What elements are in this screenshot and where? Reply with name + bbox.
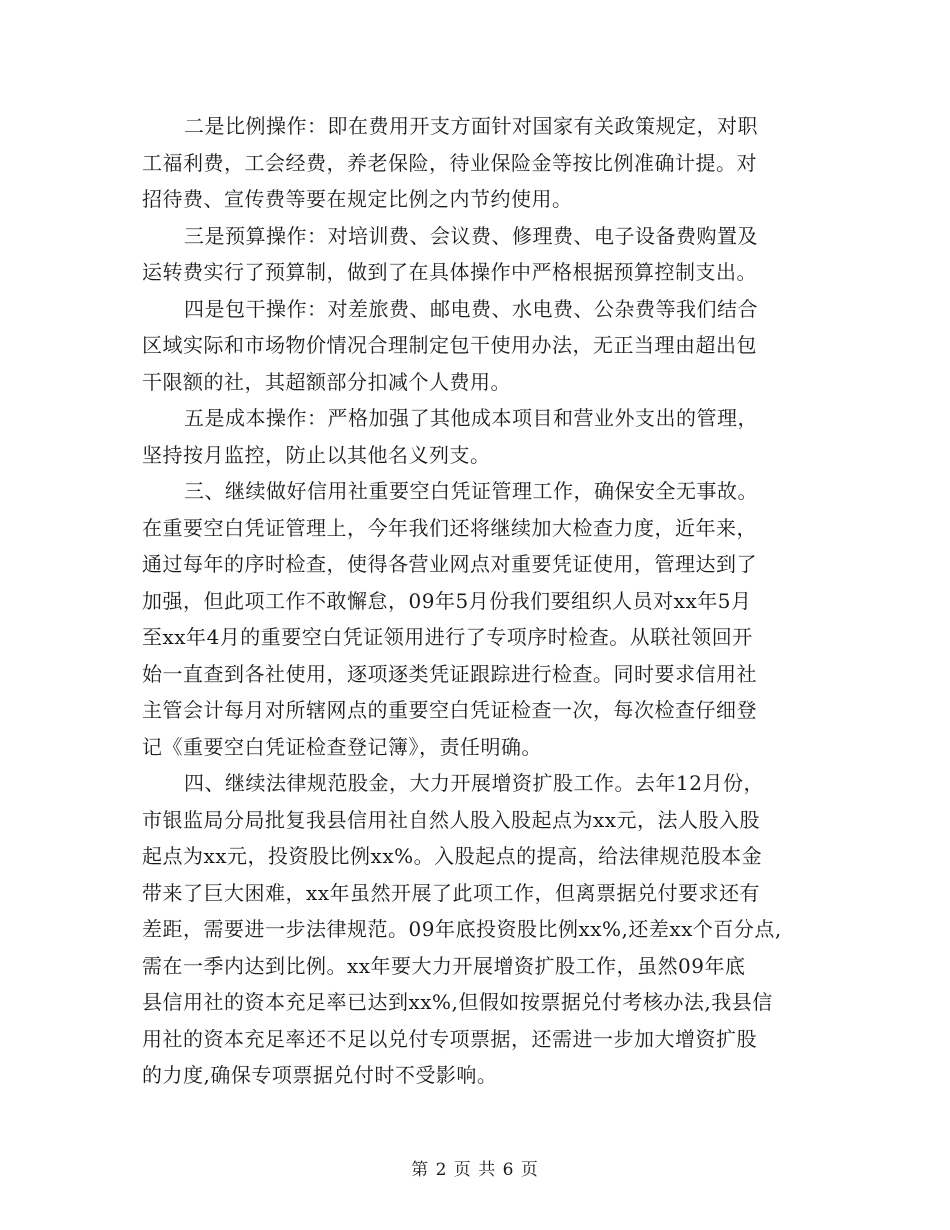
paragraph-line: 工福利费，工会经费，养老保险，待业保险金等按比例准确计提。对	[142, 150, 757, 175]
section-heading: 四、继续法律规范股金，大力开展增资扩股工作。去年12月份，	[184, 771, 764, 795]
paragraph-line: 至xx年4月的重要空白凭证领用进行了专项序时检查。从联社领回开	[142, 625, 753, 649]
paragraph-line: 三是预算操作：对培训费、会议费、修理费、电子设备费购置及	[184, 223, 758, 248]
paragraph-line: 加强，但此项工作不敢懈怠，09年5月份我们要组织人员对xx年5月	[142, 588, 752, 613]
paragraph-line: 四是包干操作：对差旅费、邮电费、水电费、公杂费等我们结合	[184, 296, 758, 321]
paragraph-line: 坚持按月监控，防止以其他名义列支。	[142, 442, 491, 467]
paragraph-line: 市银监局分局批复我县信用社自然人股入股起点为xx元，法人股入股	[142, 807, 761, 832]
paragraph-line: 通过每年的序时检查，使得各营业网点对重要凭证使用，管理达到了	[142, 552, 757, 576]
paragraph-line: 主管会计每月对所辖网点的重要空白凭证检查一次，每次检查仔细登	[142, 698, 757, 722]
paragraph-line: 招待费、宣传费等要在规定比例之内节约使用。	[142, 187, 573, 211]
paragraph-line: 县信用社的资本充足率已达到xx%,但假如按票据兑付考核办法,我县信	[142, 990, 773, 1014]
paragraph-line: 带来了巨大困难，xx年虽然开展了此项工作，但离票据兑付要求还有	[142, 880, 761, 905]
section-heading: 三、继续做好信用社重要空白凭证管理工作，确保安全无事故。	[184, 479, 758, 503]
paragraph-line: 五是成本操作：严格加强了其他成本项目和营业外支出的管理，	[184, 406, 758, 430]
paragraph-line: 用社的资本充足率还不足以兑付专项票据，还需进一步加大增资扩股	[142, 1026, 757, 1051]
paragraph-line: 差距，需要进一步法律规范。09年底投资股比例xx%,还差xx个百分点,	[142, 917, 782, 941]
document-body	[142, 108, 822, 1094]
paragraph-line: 在重要空白凭证管理上，今年我们还将继续加大检查力度，近年来，	[142, 515, 757, 540]
paragraph-line: 记《重要空白凭证检查登记簿》，责任明确。	[142, 734, 542, 759]
paragraph-line: 需在一季内达到比例。xx年要大力开展增资扩股工作，虽然09年底	[142, 953, 746, 978]
paragraph-line: 的力度,确保专项票据兑付时不受影响。	[142, 1063, 498, 1087]
page-number-footer: 第 2 页 共 6 页	[411, 1160, 539, 1180]
paragraph-line: 起点为xx元，投资股比例xx%。入股起点的提高，给法律规范股本金	[142, 844, 763, 868]
paragraph-line: 运转费实行了预算制，做到了在具体操作中严格根据预算控制支出。	[142, 260, 757, 284]
paragraph-line: 二是比例操作：即在费用开支方面针对国家有关政策规定，对职	[184, 114, 758, 138]
paragraph-line: 始一直查到各社使用，逐项逐类凭证跟踪进行检查。同时要求信用社	[142, 661, 757, 686]
paragraph-line: 干限额的社，其超额部分扣减个人费用。	[142, 369, 511, 394]
paragraph-line: 区域实际和市场物价情况合理制定包干使用办法，无正当理由超出包	[142, 333, 757, 357]
